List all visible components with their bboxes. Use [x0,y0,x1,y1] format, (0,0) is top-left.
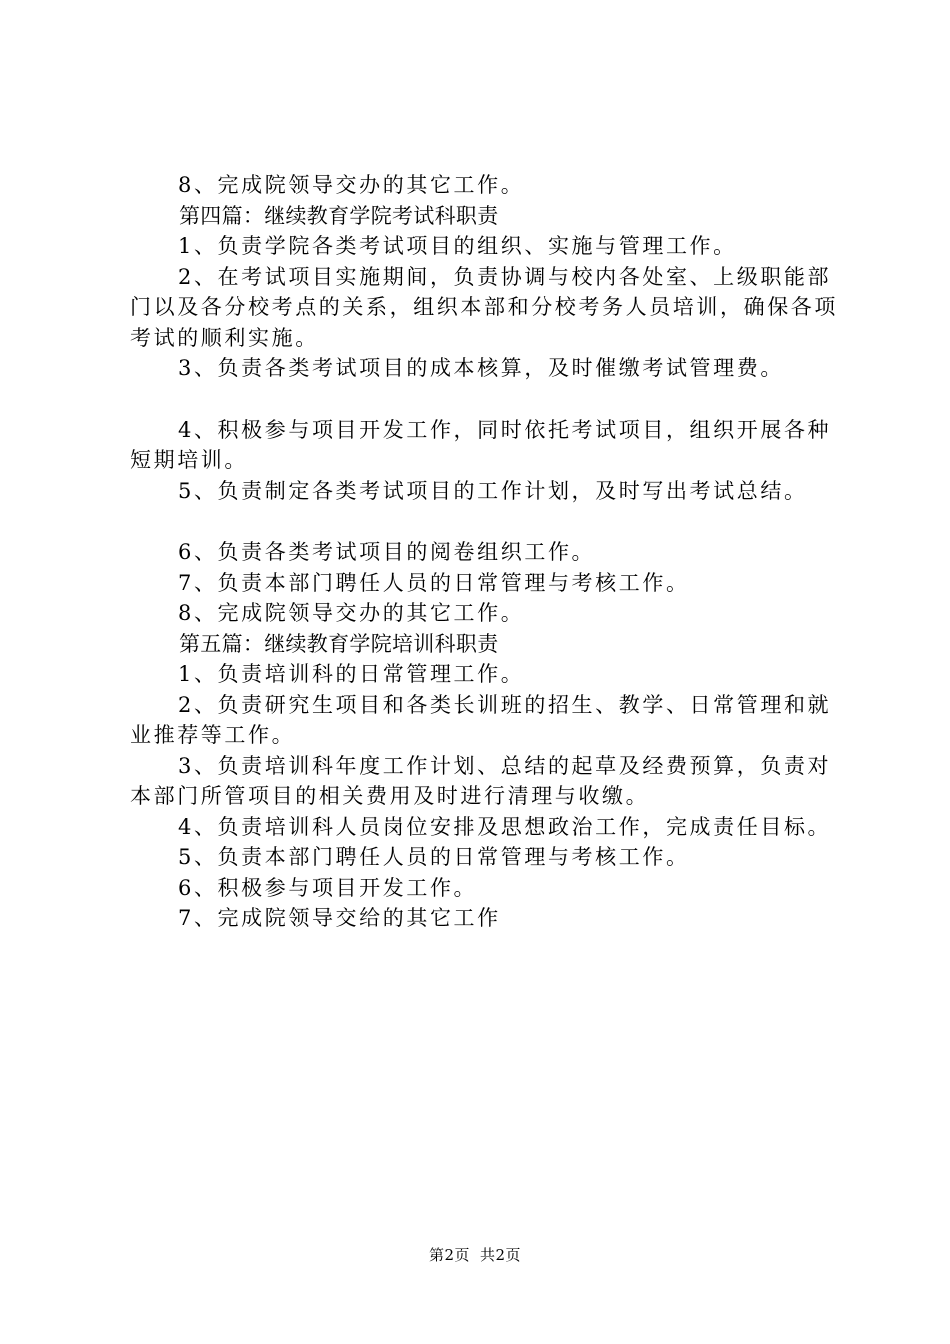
paragraph: 3、负责培训科年度工作计划、总结的起草及经费预算，负责对本部门所管项目的相关费用及时进行清理与收缴。 [130,753,832,808]
document-body [130,170,845,934]
paragraph: 6、积极参与项目开发工作。 [178,875,478,900]
paragraph: 3、负责各类考试项目的成本核算，及时催缴考试管理费。 [178,356,784,380]
paragraph: 1、负责学院各类考试项目的组织、实施与管理工作。 [178,234,737,258]
paragraph: 4、负责培训科人员岗位安排及思想政治工作，完成责任目标。 [178,814,832,839]
page-footer [0,1244,950,1265]
paragraph: 5、负责制定各类考试项目的工作计划，及时写出考试总结。 [178,478,808,503]
page-number: 第2页 [428,1246,470,1264]
paragraph: 7、负责本部门聘任人员的日常管理与考核工作。 [178,570,690,595]
paragraph: 4、积极参与项目开发工作，同时依托考试项目，组织开展各种短期培训。 [130,417,832,472]
paragraph: 2、负责研究生项目和各类长训班的招生、教学、日常管理和就业推荐等工作。 [130,692,832,747]
paragraph: 8、完成院领导交办的其它工作。 [178,601,525,625]
paragraph: 1、负责培训科的日常管理工作。 [178,662,525,686]
paragraph: 6、负责各类考试项目的阅卷组织工作。 [178,540,596,564]
section-heading: 第四篇：继续教育学院考试科职责 [179,203,499,228]
section-heading: 第五篇：继续教育学院培训科职责 [179,631,499,656]
paragraph: 5、负责本部门聘任人员的日常管理与考核工作。 [178,845,690,869]
paragraph: 8、完成院领导交办的其它工作。 [178,173,525,197]
paragraph: 2、在考试项目实施期间，负责协调与校内各处室、上级职能部门以及各分校考点的关系，组织本部和分校考务人员培训，确保各项考试的顺利实施。 [130,264,838,350]
page-total: 共2页 [480,1246,522,1264]
paragraph: 7、完成院领导交给的其它工作 [178,906,501,930]
